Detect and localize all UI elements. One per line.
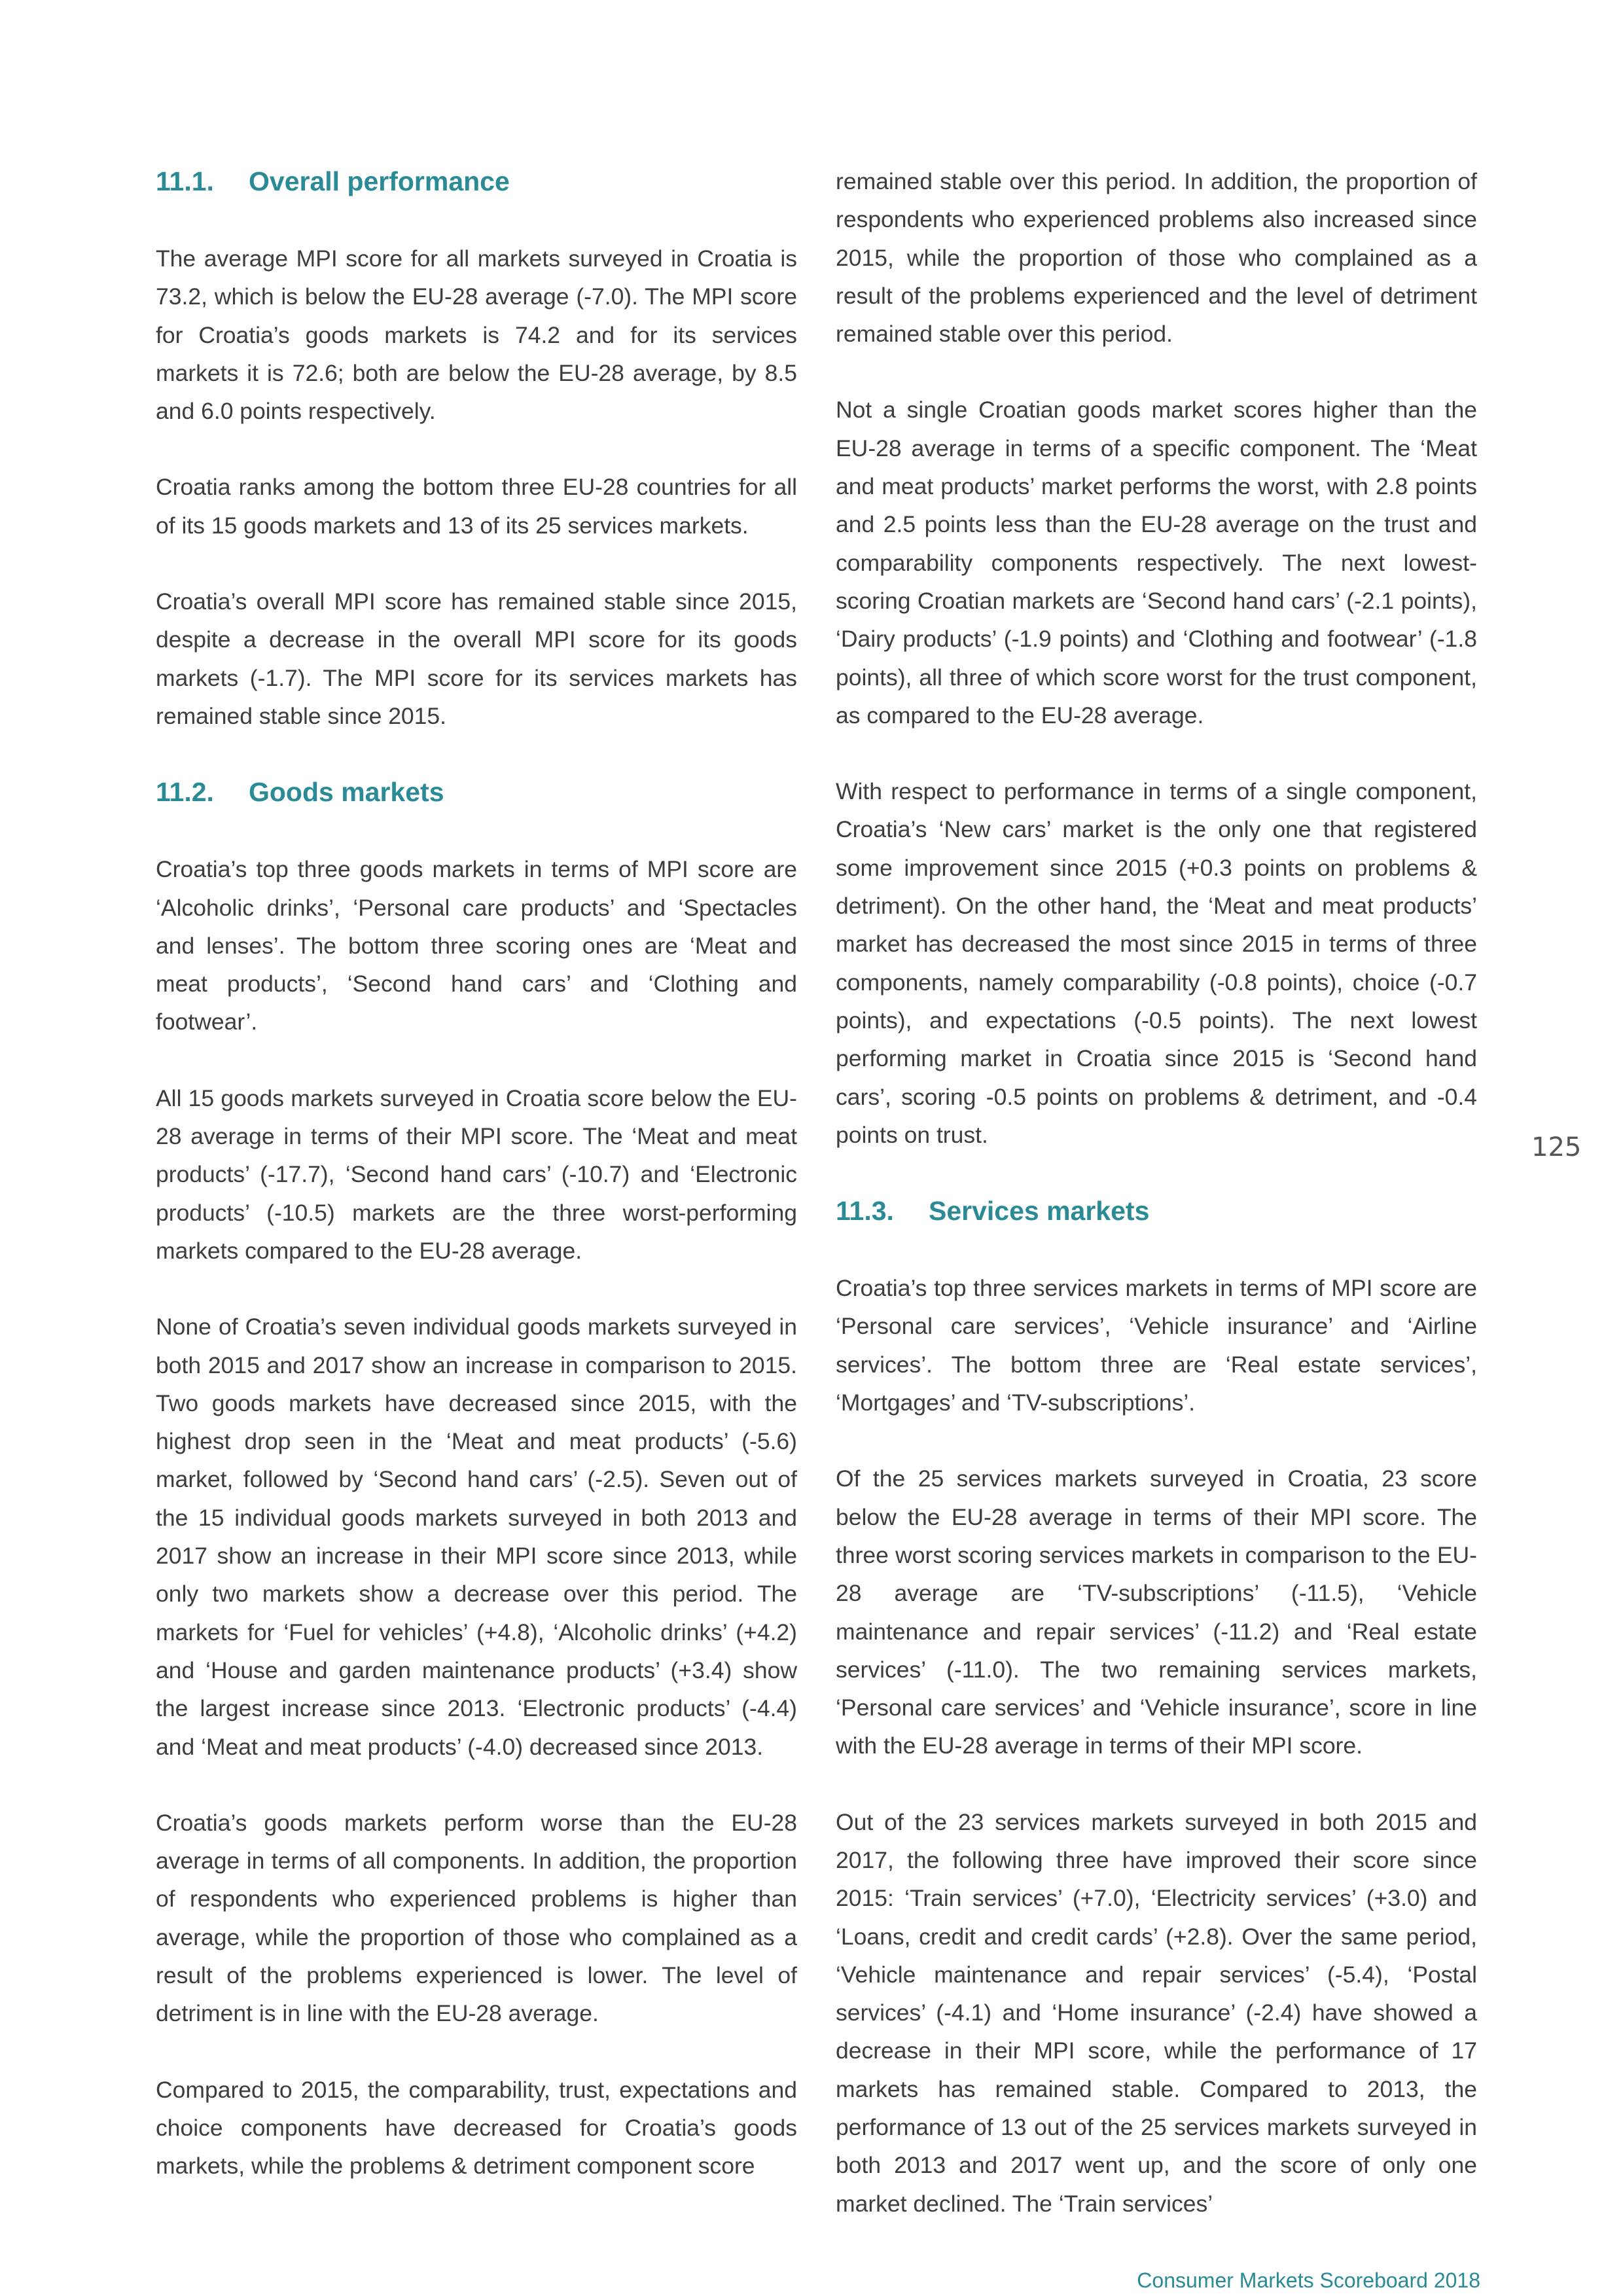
section-number: 11.3. xyxy=(836,1196,894,1227)
paragraph: With respect to performance in terms of a single component, Croatia’s ‘New cars’ market is the only one that registered some improvement since 2015 (+0.3 points on problems & detriment). On the other hand, the ‘Meat and meat products’ market has decreased the most since 2015 in terms of three components, namely comparability (-0.8 points), choice (-0.7 points), and expectations (-0.5 points). The next lowest performing market in Croatia since 2015 is ‘Second hand cars’, scoring -0.5 points on problems & detriment, and -0.4 points on trust. xyxy=(836,778,1477,1148)
paragraph: Croatia’s goods markets perform worse than the EU-28 average in terms of all components. In addition, the proportion of respondents who experienced problems is higher than average, while the proportion of those who complained as a result of the problems experienced is lower. The level of detriment is in line with the EU-28 average. xyxy=(156,1809,797,2027)
section-heading-goods-markets xyxy=(156,773,797,811)
paragraph: None of Croatia’s seven individual goods markets surveyed in both 2015 and 2017 show an increase in comparison to 2015. Two goods markets have decreased since 2015, with the highest drop seen in the ‘Meat and meat products’ (-5.6) market, followed by ‘Second hand cars’ (-2.5). Seven out of the 15 individual goods markets surveyed in both 2013 and 2017 show an increase in their MPI score since 2013, while only two markets show a decrease over this period. The markets for ‘Fuel for vehicles’ (+4.8), ‘Alcoholic drinks’ (+4.2) and ‘House and garden maintenance products’ (+3.4) show the largest increase since 2013. ‘Electronic products’ (-4.4) and ‘Meat and meat products’ (-4.0) decreased since 2013. xyxy=(156,1314,797,1760)
page-number: 125 xyxy=(1531,1132,1582,1162)
footer-title: Consumer Markets Scoreboard 2018 xyxy=(1137,2269,1480,2292)
paragraph: Croatia’s overall MPI score has remained stable since 2015, despite a decrease in the overall MPI score for its goods markets (-1.7). The MPI score for its services markets has remained stable since 2015. xyxy=(156,588,797,729)
paragraph: The average MPI score for all markets surveyed in Croatia is 73.2, which is below the EU-28 average (-7.0). The MPI score for Croatia’s goods markets is 74.2 and for its services markets it is 72.6; both are below the EU-28 average, by 8.5 and 6.0 points respectively. xyxy=(156,245,797,425)
section-heading-services-markets xyxy=(836,1192,1477,1230)
paragraph: Out of the 23 services markets surveyed in both 2015 and 2017, the following three have improved their score since 2015: ‘Train services’ (+7.0), ‘Electricity services’ (+3.0) and ‘Loans, credit and credit cards’ (+2.8). Over the same period, ‘Vehicle maintenance and repair services’ (-5.4), ‘Postal services’ (-4.1) and ‘Home insurance’ (-2.4) have showed a decrease in their MPI score, while the performance of 17 markets has remained stable. Compared to 2013, the performance of 13 out of the 25 services markets surveyed in both 2013 and 2017 went up, and the score of only one market declined. The ‘Train services’ xyxy=(836,1808,1477,2217)
paragraph: Croatia ranks among the bottom three EU-28 countries for all of its 15 goods markets and 13 of its 25 services markets. xyxy=(156,474,797,539)
section-title: Services markets xyxy=(929,1196,1150,1227)
paragraph: Croatia’s top three goods markets in terms of MPI score are ‘Alcoholic drinks’, ‘Personal care products’ and ‘Spectacles and lenses’. The bottom three scoring ones are ‘Meat and meat products’, ‘Second hand cars’ and ‘Clothing and footwear’. xyxy=(156,856,797,1035)
paragraph: Of the 25 services markets surveyed in Croatia, 23 score below the EU-28 average in terms of their MPI score. The three worst scoring services markets in comparison to the EU-28 average are ‘TV-subscriptions’ (-11.5), ‘Vehicle maintenance and repair services’ (-11.2) and ‘Real estate services’ (-11.0). The two remaining services markets, ‘Personal care services’ and ‘Vehicle insurance’, score in line with the EU-28 average in terms of their MPI score. xyxy=(836,1465,1477,1759)
paragraph: All 15 goods markets surveyed in Croatia score below the EU-28 average in terms of their MPI score. The ‘Meat and meat products’ (-17.7), ‘Second hand cars’ (-10.7) and ‘Electronic products’ (-10.5) markets are the three worst-performing markets compared to the EU-28 average. xyxy=(156,1085,797,1264)
section-title: Goods markets xyxy=(249,777,444,808)
right-column xyxy=(836,162,1477,2261)
section-title: Overall performance xyxy=(249,166,510,196)
paragraph: Not a single Croatian goods market scores higher than the EU-28 average in terms of a specific component. The ‘Meat and meat products’ market performs the worst, with 2.8 points and 2.5 points less than the EU-28 average on the trust and comparability components respectively. The next lowest-scoring Croatian markets are ‘Second hand cars’ (-2.1 points), ‘Dairy products’ (-1.9 points) and ‘Clothing and footwear’ (-1.8 points), all three of which score worst for the trust component, as compared to the EU-28 average. xyxy=(836,397,1477,728)
paragraph: remained stable over this period. In addition, the proportion of respondents who experienced problems also increased since 2015, while the proportion of those who complained as a result of the problems experienced and the level of detriment remained stable over this period. xyxy=(836,168,1477,348)
section-number: 11.1. xyxy=(156,166,214,196)
paragraph: Compared to 2015, the comparability, trust, expectations and choice components have decreased for Croatia’s goods markets, while the problems & detriment component score xyxy=(156,2076,797,2179)
paragraph: Croatia’s top three services markets in terms of MPI score are ‘Personal care services’, ‘Vehicle insurance’ and ‘Airline services’. The bottom three are ‘Real estate services’, ‘Mortgages’ and ‘TV-subscriptions’. xyxy=(836,1275,1477,1416)
left-column xyxy=(156,162,797,2223)
section-heading-overall-performance xyxy=(156,162,797,200)
section-number: 11.2. xyxy=(156,777,214,808)
